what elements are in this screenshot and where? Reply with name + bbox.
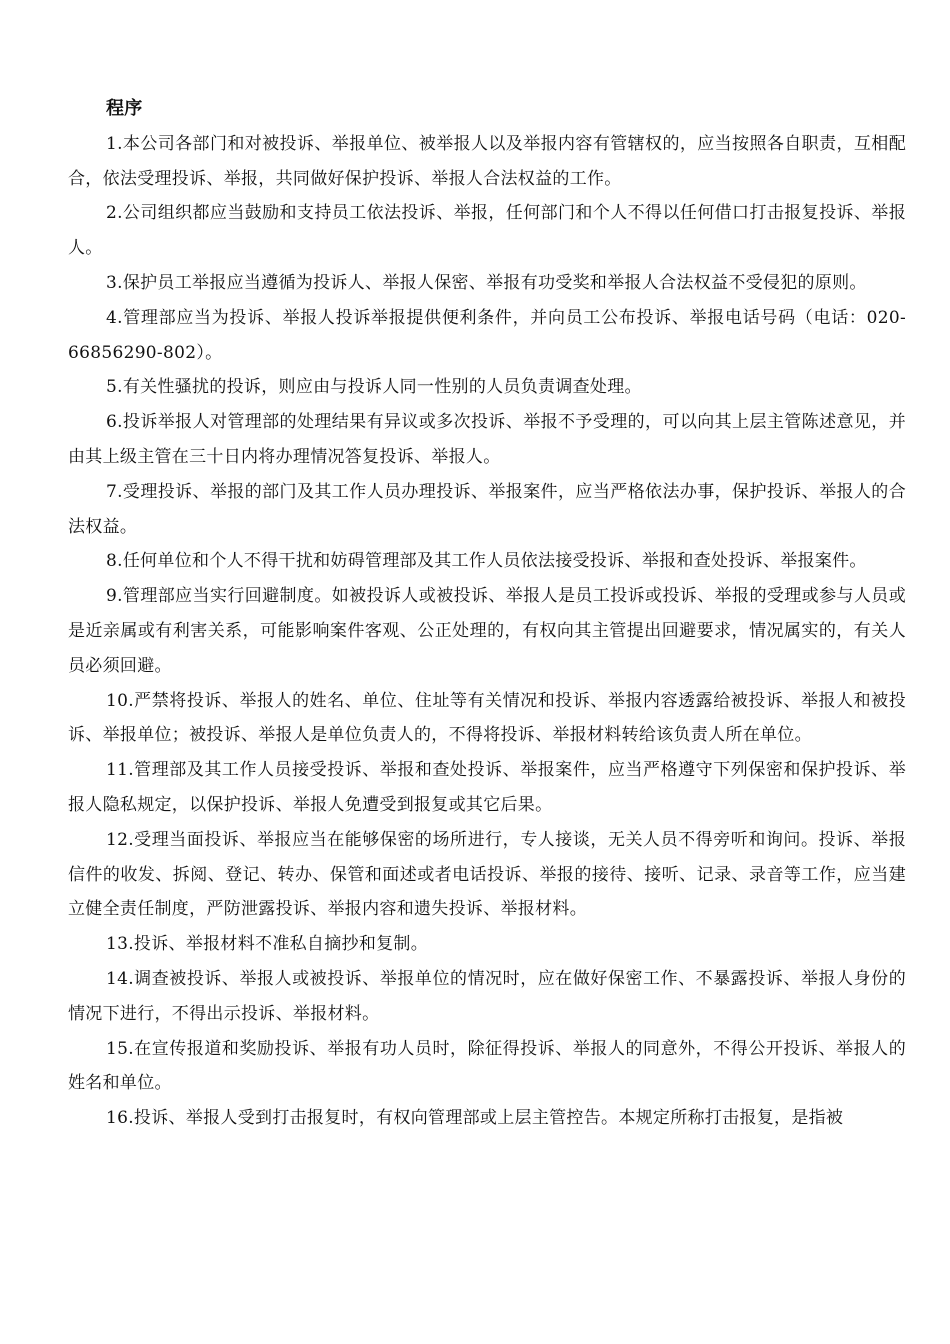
paragraph-14: 14.调查被投诉、举报人或被投诉、举报单位的情况时，应在做好保密工作、不暴露投诉、举报人身份的情况下进行，不得出示投诉、举报材料。: [68, 968, 906, 1024]
paragraph-4: 4.管理部应当为投诉、举报人投诉举报提供便利条件，并向员工公布投诉、举报电话号码（电话：020-66856290-802）。: [68, 307, 906, 363]
paragraph-9: 9.管理部应当实行回避制度。如被投诉人或被投诉、举报人是员工投诉或投诉、举报的受理或参与人员或是近亲属或有利害关系，可能影响案件客观、公正处理的，有权向其主管提出回避要求，情况属实的，有关人员必须回避。: [68, 586, 906, 676]
paragraph-8: 8.任何单位和个人不得干扰和妨碍管理部及其工作人员依法接受投诉、举报和查处投诉、举报案件。: [106, 551, 867, 572]
paragraph-12: 12.受理当面投诉、举报应当在能够保密的场所进行，专人接谈，无关人员不得旁听和询问。投诉、举报信件的收发、拆阅、登记、转办、保管和面述或者电话投诉、举报的接待、接听、记录、录音等工作，应当建立健全责任制度，严防泄露投诉、举报内容和遗失投诉、举报材料。: [68, 829, 906, 920]
paragraph-6: 6.投诉举报人对管理部的处理结果有异议或多次投诉、举报不予受理的，可以向其上层主管陈述意见，并由其上级主管在三十日内将办理情况答复投诉、举报人。: [68, 412, 906, 467]
document-body: [68, 92, 906, 1136]
paragraph-1: 1.本公司各部门和对被投诉、举报单位、被举报人以及举报内容有管辖权的，应当按照各自职责，互相配合，依法受理投诉、举报，共同做好保护投诉、举报人合法权益的工作。: [68, 133, 906, 189]
paragraph-13: 13.投诉、举报材料不准私自摘抄和复制。: [106, 934, 429, 955]
paragraph-15: 15.在宣传报道和奖励投诉、举报有功人员时，除征得投诉、举报人的同意外，不得公开投诉、举报人的姓名和单位。: [68, 1038, 906, 1094]
paragraph-7: 7.受理投诉、举报的部门及其工作人员办理投诉、举报案件，应当严格依法办事，保护投诉、举报人的合法权益。: [68, 481, 906, 537]
section-heading: 程序: [106, 98, 143, 119]
paragraph-10: 10.严禁将投诉、举报人的姓名、单位、住址等有关情况和投诉、举报内容透露给被投诉、举报人和被投诉、举报单位；被投诉、举报人是单位负责人的，不得将投诉、举报材料转给该负责人所在单位。: [68, 690, 906, 746]
paragraph-5: 5.有关性骚扰的投诉，则应由与投诉人同一性别的人员负责调查处理。: [106, 377, 642, 398]
paragraph-11: 11.管理部及其工作人员接受投诉、举报和查处投诉、举报案件，应当严格遵守下列保密和保护投诉、举报人隐私规定，以保护投诉、举报人免遭受到报复或其它后果。: [68, 760, 906, 815]
paragraph-16: 16.投诉、举报人受到打击报复时，有权向管理部或上层主管控告。本规定所称打击报复，是指被: [106, 1108, 844, 1129]
paragraph-2: 2.公司组织都应当鼓励和支持员工依法投诉、举报，任何部门和个人不得以任何借口打击报复投诉、举报人。: [68, 203, 906, 259]
paragraph-3: 3.保护员工举报应当遵循为投诉人、举报人保密、举报有功受奖和举报人合法权益不受侵犯的原则。: [106, 272, 867, 293]
